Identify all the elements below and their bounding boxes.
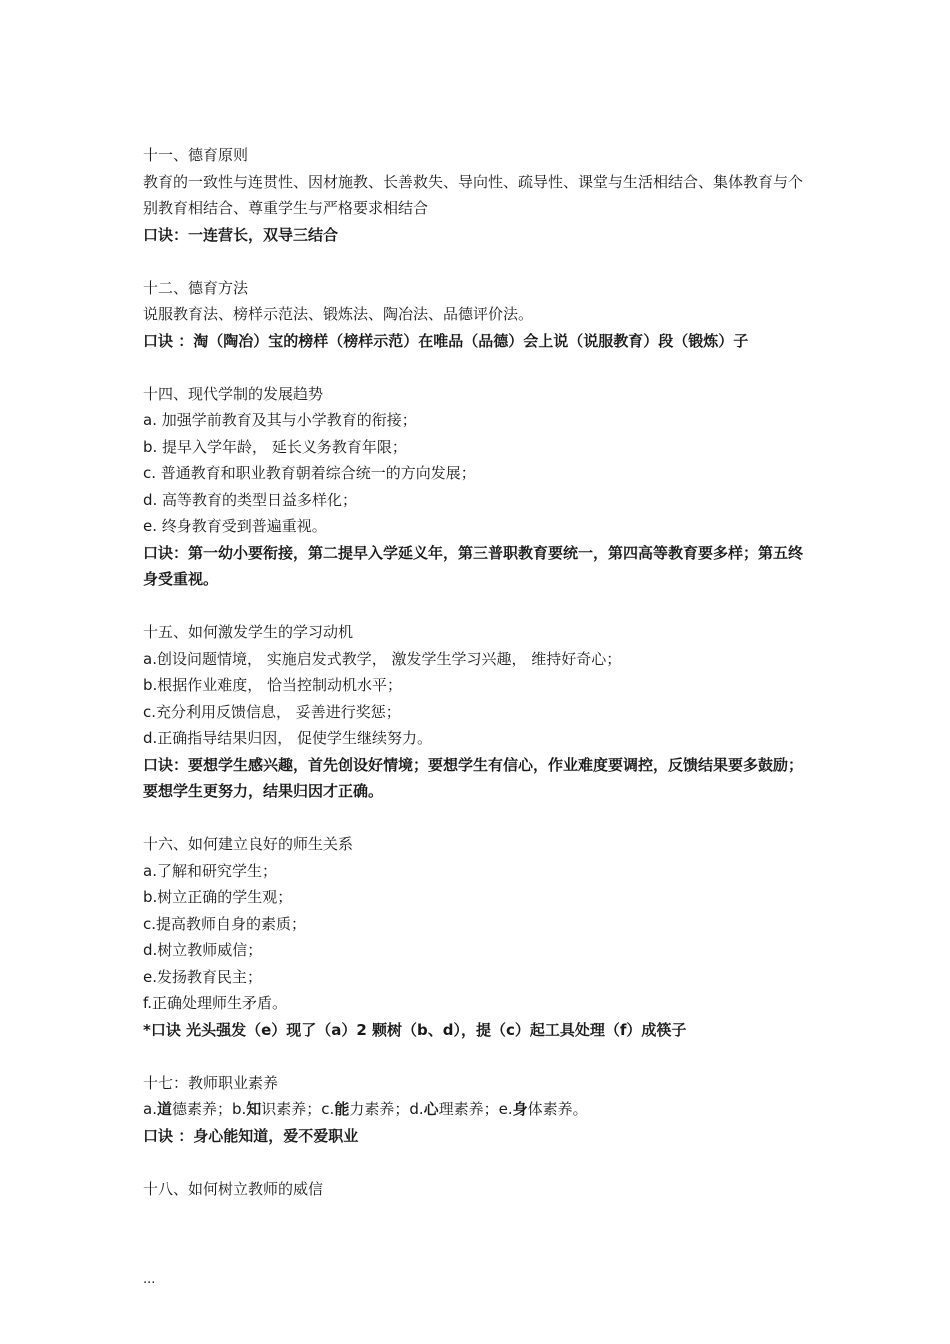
section-16-title: 十六、如何建立良好的师生关系 xyxy=(143,835,354,853)
list-item: c.提高教师自身的素质； xyxy=(143,914,307,933)
section-14-mnemonic: 口诀：第一幼小要衔接，第二提早入学延义年，第三普职教育要统一，第四高等教育要多样；第五终身受重视。 xyxy=(143,543,804,588)
section-15-mnemonic: 口诀：要想学生感兴趣，首先创设好情境；要想学生有信心，作业难度要调控，反馈结果要多鼓励；要想学生更努力，结果归因才正确。 xyxy=(143,755,804,800)
list-item: f.正确处理师生矛盾。 xyxy=(143,994,287,1012)
section-11-body: 教育的一致性与连贯性、因材施教、长善救失、导向性、疏导性、课堂与生活相结合、集体教育与个别教育相结合、尊重学生与严格要求相结合 xyxy=(143,172,804,217)
text-run: 理素养；e. xyxy=(438,1100,513,1118)
text-run-bold: 知 xyxy=(246,1100,262,1118)
section-17-mnemonic: 口诀 ：身心能知道，爱不爱职业 xyxy=(143,1126,359,1145)
list-item: e. 终身教育受到普遍重视。 xyxy=(143,517,327,535)
list-item: d. 高等教育的类型日益多样化； xyxy=(143,490,358,509)
spacer xyxy=(143,248,815,275)
section-15-title: 十五、如何激发学生的学习动机 xyxy=(143,623,354,641)
text-run-bold: 能 xyxy=(334,1100,350,1118)
section-12-body: 说服教育法、榜样示范法、锻炼法、陶冶法、品德评价法。 xyxy=(143,305,534,323)
section-17-body xyxy=(143,1096,815,1123)
section-16-mnemonic: *口诀 光头强发（e）现了（a）2 颗树（b、d），提（c）起工具处理（f）成筷子 xyxy=(143,1020,687,1039)
list-item: e.发扬教育民主； xyxy=(143,967,262,986)
spacer xyxy=(143,1149,815,1176)
list-item: a.创设问题情境， 实施启发式教学， 激发学生学习兴趣， 维持好奇心； xyxy=(143,649,622,668)
text-run-bold: 身 xyxy=(512,1100,528,1118)
spacer xyxy=(143,805,815,832)
spacer xyxy=(143,1043,815,1070)
text-run: 识素养；c. xyxy=(261,1100,335,1118)
section-12-mnemonic: 口诀 ：淘（陶冶）宝的榜样（榜样示范）在唯品（品德）会上说（说服教育）段（锻炼）子 xyxy=(143,331,749,350)
list-item: a. 加强学前教育及其与小学教育的衔接； xyxy=(143,411,417,429)
list-item: c.充分利用反馈信息， 妥善进行奖惩； xyxy=(143,702,401,721)
section-11-mnemonic: 口诀：一连营长，双导三结合 xyxy=(143,225,339,244)
text-run-bold: 道 xyxy=(156,1100,172,1118)
text-run-bold: 心 xyxy=(423,1100,439,1118)
list-item: d.正确指导结果归因， 促使学生继续努力。 xyxy=(143,729,433,747)
spacer xyxy=(143,354,815,381)
section-18-title: 十八、如何树立教师的威信 xyxy=(143,1179,324,1198)
text-run: a. xyxy=(143,1100,157,1118)
list-item: b.树立正确的学生观； xyxy=(143,888,293,906)
section-17-title: 十七：教师职业素养 xyxy=(143,1073,279,1092)
list-item: b. 提早入学年龄， 延长义务教育年限； xyxy=(143,437,407,456)
list-item: c. 普通教育和职业教育朝着综合统一的方向发展； xyxy=(143,464,476,482)
list-item: a.了解和研究学生； xyxy=(143,861,277,880)
document-body xyxy=(143,142,815,1202)
section-12-title: 十二、德育方法 xyxy=(143,278,249,297)
text-run: 力素养；d. xyxy=(349,1100,424,1118)
section-14-title: 十四、现代学制的发展趋势 xyxy=(143,384,324,403)
spacer xyxy=(143,593,815,620)
list-item: d.树立教师威信； xyxy=(143,941,263,959)
section-11-title: 十一、德育原则 xyxy=(143,146,249,164)
page-footer: ... xyxy=(143,1272,156,1287)
text-run: 体素养。 xyxy=(527,1100,588,1118)
list-item: b.根据作业难度， 恰当控制动机水平； xyxy=(143,676,403,694)
text-run: 德素养；b. xyxy=(171,1100,247,1118)
